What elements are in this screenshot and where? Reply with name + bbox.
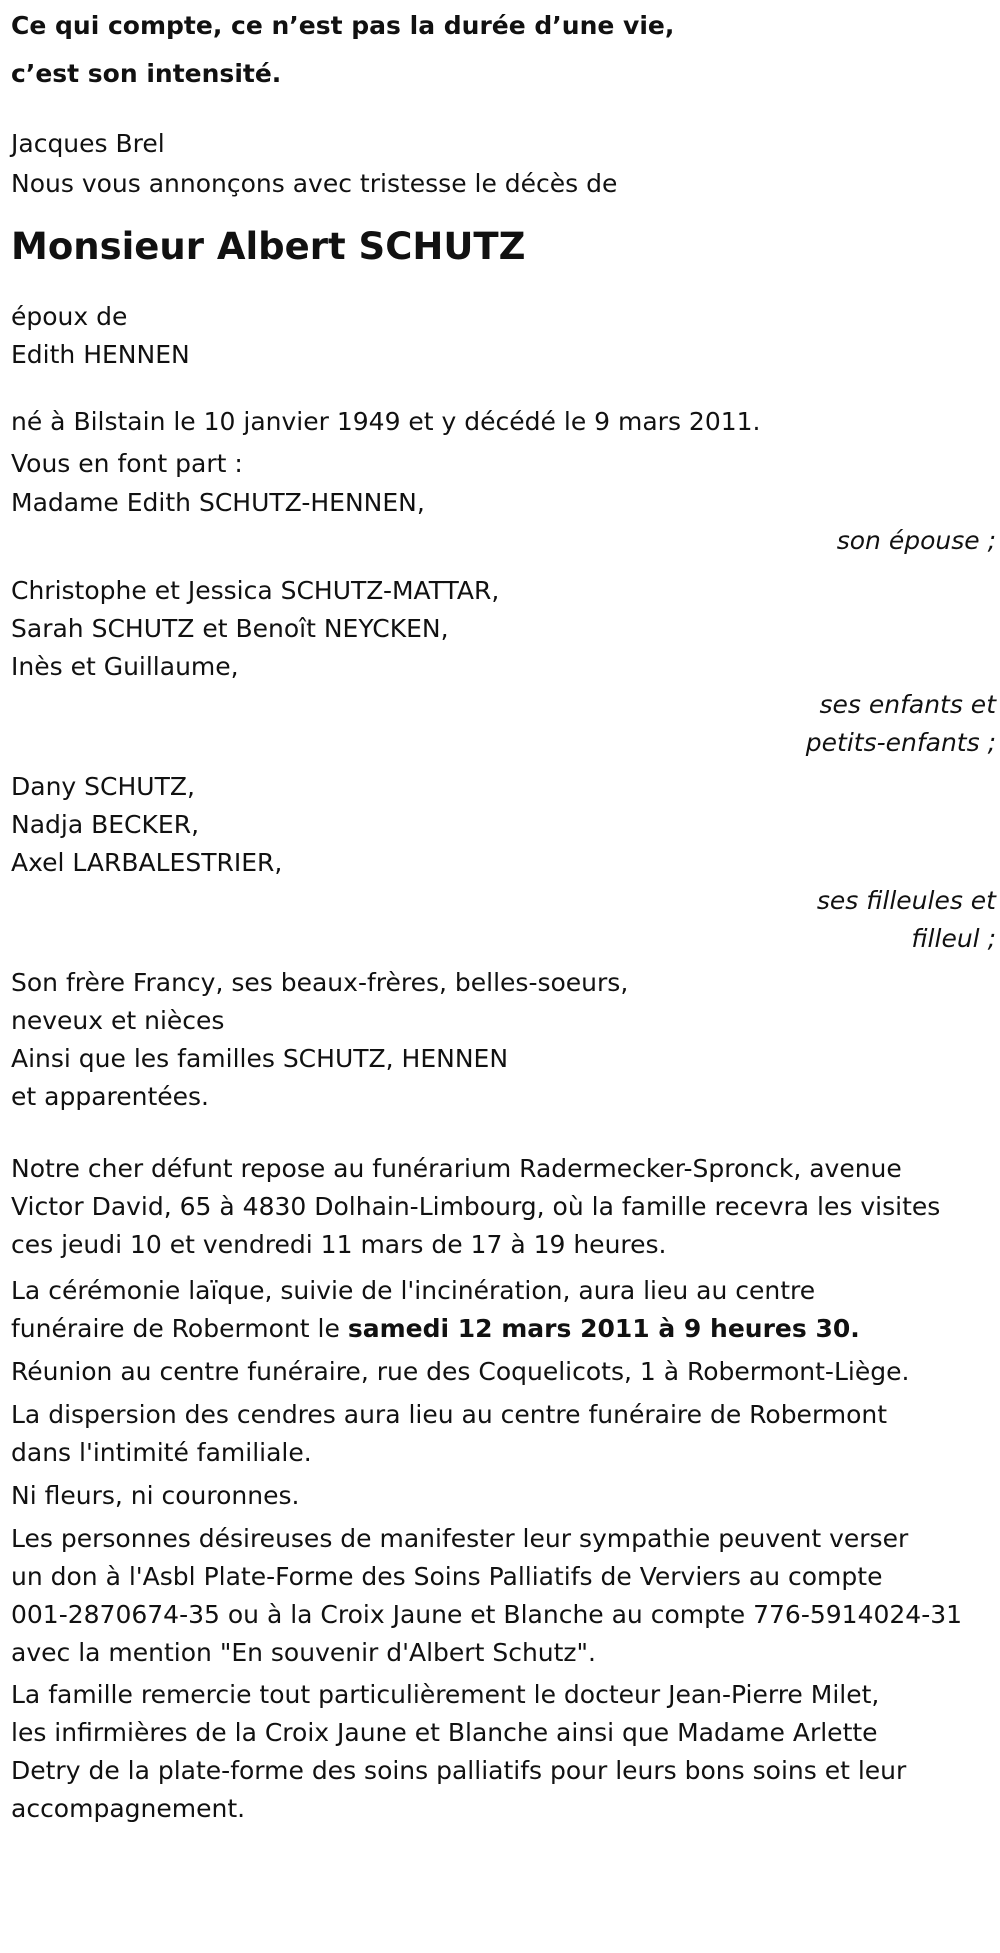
spouse-block <box>11 298 996 374</box>
donation-line: 001-2870674-35 ou à la Croix Jaune et Blanche au compte 776-5914024-31 <box>11 1600 963 1629</box>
donation-paragraph <box>11 1520 996 1672</box>
obituary-notice <box>11 0 996 1828</box>
family-others-line: Ainsi que les familles SCHUTZ, HENNEN <box>11 1044 509 1073</box>
donation-line: Les personnes désireuses de manifester leur sympathie peuvent verser <box>11 1524 909 1553</box>
deceased-name: Monsieur Albert SCHUTZ <box>11 225 526 268</box>
family-group-spouse <box>11 484 996 560</box>
dispersion-line: La dispersion des cendres aura lieu au centre funéraire de Robermont <box>11 1400 888 1429</box>
family-intro: Vous en font part : <box>11 449 243 478</box>
donation-line: avec la mention "En souvenir d'Albert Schutz". <box>11 1638 596 1667</box>
family-group-godchildren <box>11 768 996 958</box>
family-others-line: neveux et nièces <box>11 1006 225 1035</box>
quote-block <box>11 2 996 164</box>
donation-line: un don à l'Asbl Plate-Forme des Soins Palliatifs de Verviers au compte <box>11 1562 883 1591</box>
repose-line: Notre cher défunt repose au funérarium Radermecker-Spronck, avenue <box>11 1154 902 1183</box>
repose-line: Victor David, 65 à 4830 Dolhain-Limbourg, où la famille recevra les visites <box>11 1192 941 1221</box>
relation-label: ses enfants et <box>819 690 996 719</box>
family-others <box>11 964 996 1116</box>
flowers-text: Ni fleurs, ni couronnes. <box>11 1481 300 1510</box>
family-member: Axel LARBALESTRIER, <box>11 848 283 877</box>
ceremony-date: samedi 12 mars 2011 à 9 heures 30. <box>347 1314 860 1343</box>
relation-label: filleul ; <box>911 924 996 953</box>
family-member: Inès et Guillaume, <box>11 652 239 681</box>
spouse-name: Edith HENNEN <box>11 340 190 369</box>
quote-line-2: c’est son intensité. <box>11 59 282 88</box>
ceremony-line <box>11 1310 996 1348</box>
dispersion-paragraph <box>11 1396 996 1472</box>
thanks-paragraph <box>11 1676 996 1828</box>
thanks-line: les infirmières de la Croix Jaune et Blanche ainsi que Madame Arlette <box>11 1718 878 1747</box>
family-group-children <box>11 572 996 762</box>
reunion-text: Réunion au centre funéraire, rue des Coquelicots, 1 à Robermont-Liège. <box>11 1357 910 1386</box>
ceremony-line: La cérémonie laïque, suivie de l'incinération, aura lieu au centre <box>11 1276 816 1305</box>
family-member: Christophe et Jessica SCHUTZ-MATTAR, <box>11 576 500 605</box>
family-others-line: Son frère Francy, ses beaux-frères, belles-soeurs, <box>11 968 629 997</box>
family-member: Sarah SCHUTZ et Benoît NEYCKEN, <box>11 614 449 643</box>
family-member: Nadja BECKER, <box>11 810 200 839</box>
thanks-line: Detry de la plate-forme des soins palliatifs pour leurs bons soins et leur <box>11 1756 907 1785</box>
quote-line-1: Ce qui compte, ce n’est pas la durée d’une vie, <box>11 11 675 40</box>
announcement-text: Nous vous annonçons avec tristesse le décès de <box>11 169 618 198</box>
relation-label: ses filleules et <box>816 886 996 915</box>
relation-label: petits-enfants ; <box>805 728 996 757</box>
family-others-line: et apparentées. <box>11 1082 209 1111</box>
relation-label: son épouse ; <box>836 526 996 555</box>
ceremony-paragraph <box>11 1272 996 1348</box>
spouse-label: époux de <box>11 302 128 331</box>
dispersion-line: dans l'intimité familiale. <box>11 1438 312 1467</box>
family-member: Dany SCHUTZ, <box>11 772 195 801</box>
ceremony-location: funéraire de Robermont le <box>11 1314 348 1343</box>
quote-author: Jacques Brel <box>11 129 165 158</box>
thanks-line: La famille remercie tout particulièrement le docteur Jean-Pierre Milet, <box>11 1680 880 1709</box>
thanks-line: accompagnement. <box>11 1794 246 1823</box>
repose-paragraph <box>11 1150 996 1264</box>
family-member: Madame Edith SCHUTZ-HENNEN, <box>11 488 425 517</box>
repose-line: ces jeudi 10 et vendredi 11 mars de 17 à 19 heures. <box>11 1230 667 1259</box>
birth-death-text: né à Bilstain le 10 janvier 1949 et y décédé le 9 mars 2011. <box>11 407 761 436</box>
